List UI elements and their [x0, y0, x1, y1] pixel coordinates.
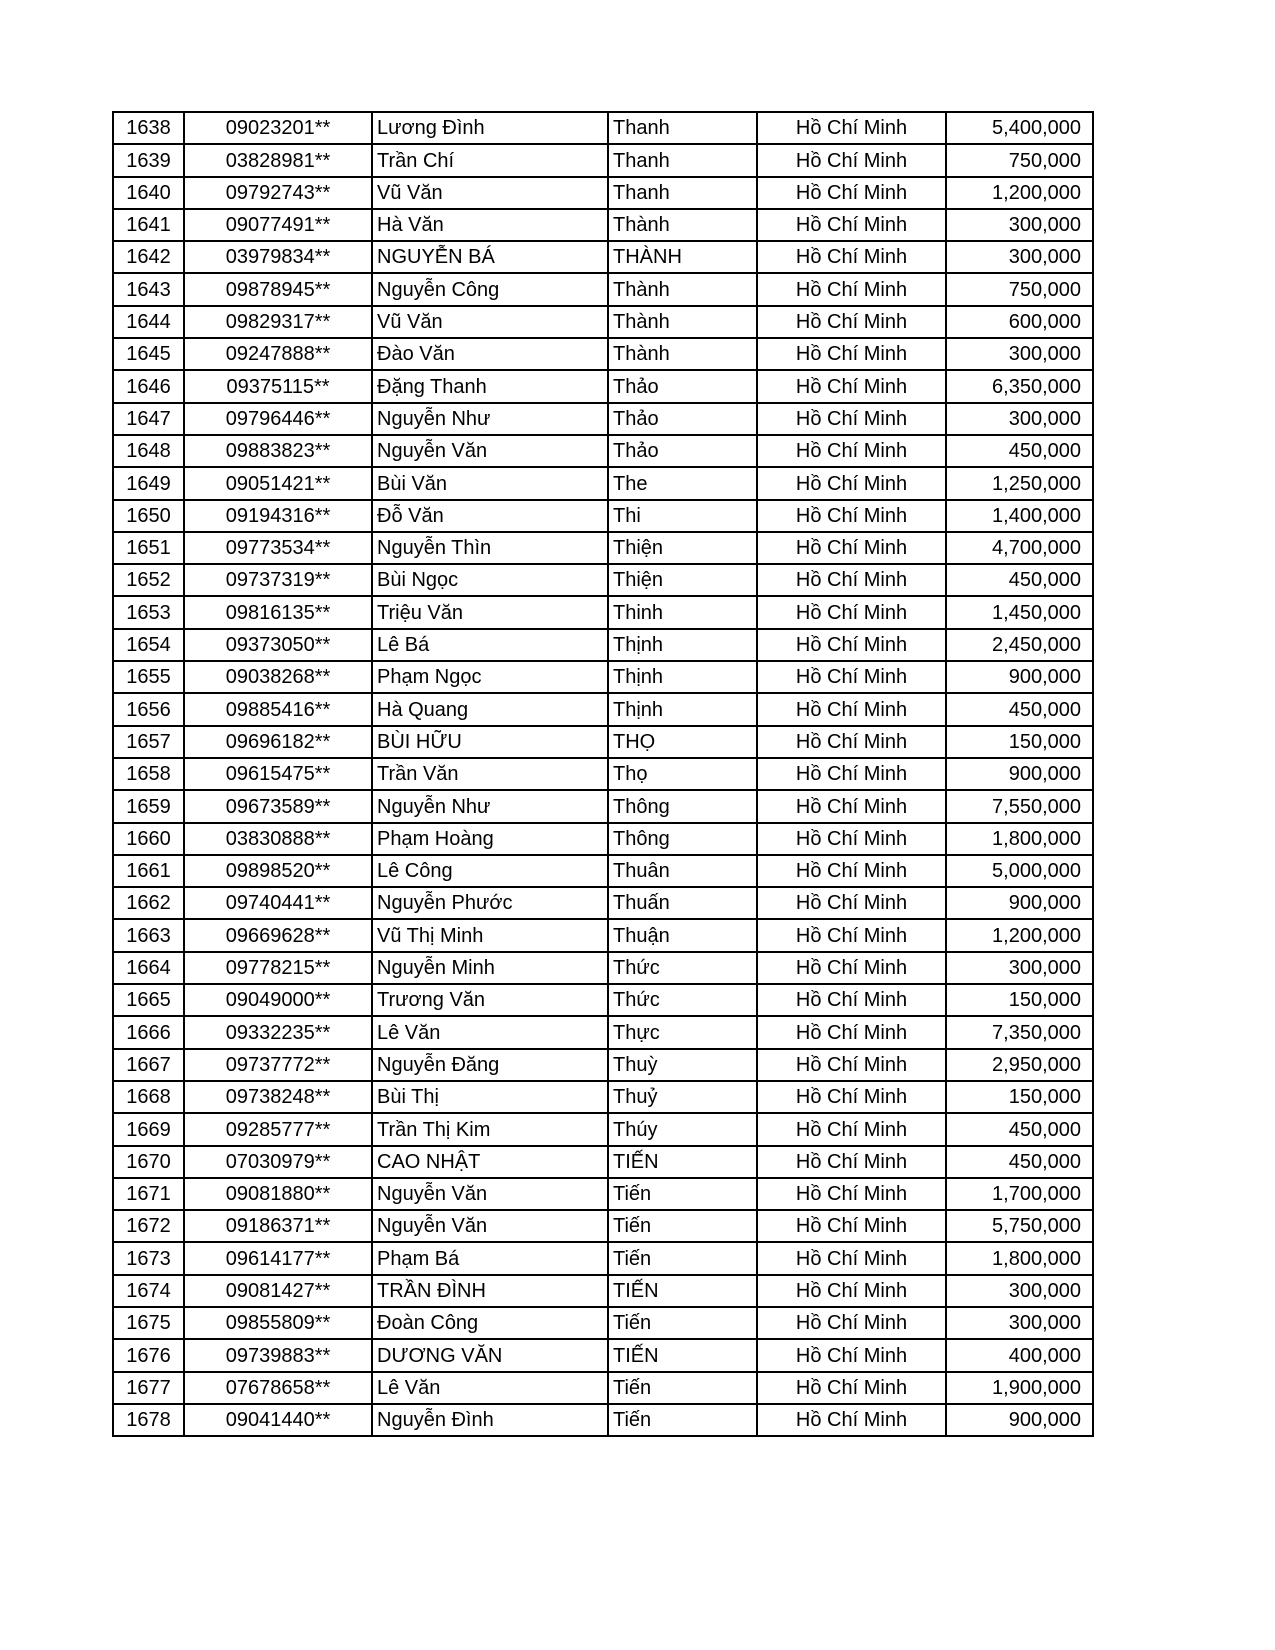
phone-cell: 09049000** [184, 984, 372, 1016]
surname-cell: DƯƠNG VĂN [372, 1339, 608, 1371]
amount-cell: 300,000 [946, 952, 1093, 984]
given-name-cell: Thảo [608, 370, 757, 402]
phone-cell: 09855809** [184, 1307, 372, 1339]
city-cell: Hồ Chí Minh [757, 1016, 946, 1048]
surname-cell: Nguyễn Công [372, 273, 608, 305]
phone-cell: 09737319** [184, 564, 372, 596]
amount-cell: 450,000 [946, 1113, 1093, 1145]
phone-cell: 09373050** [184, 629, 372, 661]
city-cell: Hồ Chí Minh [757, 144, 946, 176]
table-row [113, 144, 1093, 176]
table-row [113, 726, 1093, 758]
given-name-cell: Thịnh [608, 629, 757, 661]
amount-cell: 300,000 [946, 1307, 1093, 1339]
surname-cell: Đào Văn [372, 338, 608, 370]
given-name-cell: Thuỳ [608, 1049, 757, 1081]
amount-cell: 1,450,000 [946, 596, 1093, 628]
amount-cell: 1,200,000 [946, 177, 1093, 209]
phone-cell: 09898520** [184, 855, 372, 887]
surname-cell: Bùi Văn [372, 467, 608, 499]
table-row [113, 306, 1093, 338]
given-name-cell: Thành [608, 209, 757, 241]
phone-cell: 09885416** [184, 693, 372, 725]
city-cell: Hồ Chí Minh [757, 241, 946, 273]
surname-cell: Nguyễn Văn [372, 1210, 608, 1242]
row-number-cell: 1670 [113, 1146, 184, 1178]
city-cell: Hồ Chí Minh [757, 790, 946, 822]
row-number-cell: 1649 [113, 467, 184, 499]
amount-cell: 900,000 [946, 887, 1093, 919]
surname-cell: Nguyễn Văn [372, 1178, 608, 1210]
surname-cell: CAO NHẬT [372, 1146, 608, 1178]
phone-cell: 09615475** [184, 758, 372, 790]
given-name-cell: Thành [608, 338, 757, 370]
surname-cell: Bùi Ngọc [372, 564, 608, 596]
phone-cell: 09816135** [184, 596, 372, 628]
city-cell: Hồ Chí Minh [757, 1178, 946, 1210]
surname-cell: Phạm Hoàng [372, 823, 608, 855]
city-cell: Hồ Chí Minh [757, 726, 946, 758]
row-number-cell: 1643 [113, 273, 184, 305]
city-cell: Hồ Chí Minh [757, 1339, 946, 1371]
row-number-cell: 1666 [113, 1016, 184, 1048]
amount-cell: 900,000 [946, 661, 1093, 693]
amount-cell: 1,800,000 [946, 1242, 1093, 1274]
amount-cell: 450,000 [946, 564, 1093, 596]
amount-cell: 1,900,000 [946, 1372, 1093, 1404]
phone-cell: 09778215** [184, 952, 372, 984]
city-cell: Hồ Chí Minh [757, 1210, 946, 1242]
table-row [113, 919, 1093, 951]
given-name-cell: Thành [608, 306, 757, 338]
city-cell: Hồ Chí Minh [757, 532, 946, 564]
surname-cell: Đoàn Công [372, 1307, 608, 1339]
surname-cell: Nguyễn Đình [372, 1404, 608, 1436]
surname-cell: Trần Chí [372, 144, 608, 176]
amount-cell: 7,550,000 [946, 790, 1093, 822]
city-cell: Hồ Chí Minh [757, 467, 946, 499]
amount-cell: 1,250,000 [946, 467, 1093, 499]
city-cell: Hồ Chí Minh [757, 1242, 946, 1274]
amount-cell: 750,000 [946, 144, 1093, 176]
row-number-cell: 1646 [113, 370, 184, 402]
row-number-cell: 1660 [113, 823, 184, 855]
city-cell: Hồ Chí Minh [757, 1081, 946, 1113]
city-cell: Hồ Chí Minh [757, 177, 946, 209]
table-row [113, 1307, 1093, 1339]
table-row [113, 273, 1093, 305]
phone-cell: 07030979** [184, 1146, 372, 1178]
row-number-cell: 1662 [113, 887, 184, 919]
phone-cell: 09077491** [184, 209, 372, 241]
row-number-cell: 1673 [113, 1242, 184, 1274]
table-row [113, 1081, 1093, 1113]
given-name-cell: Tiến [608, 1307, 757, 1339]
city-cell: Hồ Chí Minh [757, 1307, 946, 1339]
given-name-cell: TIẾN [608, 1146, 757, 1178]
given-name-cell: Thuấn [608, 887, 757, 919]
amount-cell: 150,000 [946, 726, 1093, 758]
given-name-cell: Thông [608, 823, 757, 855]
city-cell: Hồ Chí Minh [757, 693, 946, 725]
city-cell: Hồ Chí Minh [757, 952, 946, 984]
row-number-cell: 1657 [113, 726, 184, 758]
surname-cell: Vũ Thị Minh [372, 919, 608, 951]
city-cell: Hồ Chí Minh [757, 209, 946, 241]
amount-cell: 1,800,000 [946, 823, 1093, 855]
amount-cell: 7,350,000 [946, 1016, 1093, 1048]
surname-cell: Nguyễn Thìn [372, 532, 608, 564]
amount-cell: 5,400,000 [946, 112, 1093, 144]
table-row [113, 984, 1093, 1016]
amount-cell: 150,000 [946, 984, 1093, 1016]
table-row [113, 532, 1093, 564]
row-number-cell: 1664 [113, 952, 184, 984]
amount-cell: 1,400,000 [946, 500, 1093, 532]
surname-cell: Phạm Ngọc [372, 661, 608, 693]
table-row [113, 596, 1093, 628]
given-name-cell: Thảo [608, 435, 757, 467]
given-name-cell: Thuân [608, 855, 757, 887]
surname-cell: NGUYỄN BÁ [372, 241, 608, 273]
given-name-cell: Thành [608, 273, 757, 305]
city-cell: Hồ Chí Minh [757, 306, 946, 338]
given-name-cell: Thi [608, 500, 757, 532]
row-number-cell: 1654 [113, 629, 184, 661]
table-row [113, 952, 1093, 984]
amount-cell: 5,000,000 [946, 855, 1093, 887]
city-cell: Hồ Chí Minh [757, 1372, 946, 1404]
city-cell: Hồ Chí Minh [757, 855, 946, 887]
given-name-cell: Tiến [608, 1404, 757, 1436]
surname-cell: Lê Văn [372, 1372, 608, 1404]
surname-cell: Nguyễn Phước [372, 887, 608, 919]
table-row [113, 1049, 1093, 1081]
phone-cell: 09738248** [184, 1081, 372, 1113]
given-name-cell: Thịnh [608, 661, 757, 693]
phone-cell: 09247888** [184, 338, 372, 370]
phone-cell: 09669628** [184, 919, 372, 951]
phone-cell: 09023201** [184, 112, 372, 144]
city-cell: Hồ Chí Minh [757, 1404, 946, 1436]
city-cell: Hồ Chí Minh [757, 403, 946, 435]
given-name-cell: Thanh [608, 144, 757, 176]
table-row [113, 1146, 1093, 1178]
amount-cell: 150,000 [946, 1081, 1093, 1113]
phone-cell: 09081427** [184, 1275, 372, 1307]
surname-cell: TRẦN ĐÌNH [372, 1275, 608, 1307]
city-cell: Hồ Chí Minh [757, 919, 946, 951]
city-cell: Hồ Chí Minh [757, 758, 946, 790]
phone-cell: 09186371** [184, 1210, 372, 1242]
amount-cell: 300,000 [946, 209, 1093, 241]
surname-cell: Lê Văn [372, 1016, 608, 1048]
given-name-cell: Thịnh [608, 693, 757, 725]
amount-cell: 900,000 [946, 758, 1093, 790]
surname-cell: Lương Đình [372, 112, 608, 144]
given-name-cell: THỌ [608, 726, 757, 758]
phone-cell: 07678658** [184, 1372, 372, 1404]
row-number-cell: 1677 [113, 1372, 184, 1404]
row-number-cell: 1640 [113, 177, 184, 209]
amount-cell: 900,000 [946, 1404, 1093, 1436]
surname-cell: Hà Văn [372, 209, 608, 241]
phone-cell: 09285777** [184, 1113, 372, 1145]
table-row [113, 112, 1093, 144]
phone-cell: 03979834** [184, 241, 372, 273]
given-name-cell: Thọ [608, 758, 757, 790]
surname-cell: Bùi Thị [372, 1081, 608, 1113]
table-row [113, 1339, 1093, 1371]
row-number-cell: 1652 [113, 564, 184, 596]
surname-cell: Lê Bá [372, 629, 608, 661]
city-cell: Hồ Chí Minh [757, 273, 946, 305]
row-number-cell: 1658 [113, 758, 184, 790]
table-row [113, 855, 1093, 887]
given-name-cell: Thinh [608, 596, 757, 628]
data-table [112, 111, 1094, 1437]
city-cell: Hồ Chí Minh [757, 984, 946, 1016]
surname-cell: Nguyễn Minh [372, 952, 608, 984]
given-name-cell: Thực [608, 1016, 757, 1048]
city-cell: Hồ Chí Minh [757, 435, 946, 467]
amount-cell: 1,200,000 [946, 919, 1093, 951]
amount-cell: 400,000 [946, 1339, 1093, 1371]
phone-cell: 09051421** [184, 467, 372, 499]
phone-cell: 09673589** [184, 790, 372, 822]
table-row [113, 1372, 1093, 1404]
phone-cell: 09194316** [184, 500, 372, 532]
row-number-cell: 1647 [113, 403, 184, 435]
phone-cell: 09614177** [184, 1242, 372, 1274]
phone-cell: 09883823** [184, 435, 372, 467]
phone-cell: 09332235** [184, 1016, 372, 1048]
phone-cell: 09041440** [184, 1404, 372, 1436]
given-name-cell: Thanh [608, 112, 757, 144]
amount-cell: 450,000 [946, 435, 1093, 467]
surname-cell: Nguyễn Như [372, 403, 608, 435]
given-name-cell: Tiến [608, 1210, 757, 1242]
amount-cell: 450,000 [946, 693, 1093, 725]
phone-cell: 09740441** [184, 887, 372, 919]
amount-cell: 300,000 [946, 1275, 1093, 1307]
given-name-cell: Tiến [608, 1242, 757, 1274]
city-cell: Hồ Chí Minh [757, 1275, 946, 1307]
city-cell: Hồ Chí Minh [757, 887, 946, 919]
city-cell: Hồ Chí Minh [757, 112, 946, 144]
phone-cell: 03828981** [184, 144, 372, 176]
row-number-cell: 1675 [113, 1307, 184, 1339]
row-number-cell: 1661 [113, 855, 184, 887]
given-name-cell: Thuận [608, 919, 757, 951]
surname-cell: BÙI HỮU [372, 726, 608, 758]
row-number-cell: 1659 [113, 790, 184, 822]
city-cell: Hồ Chí Minh [757, 338, 946, 370]
table-row [113, 564, 1093, 596]
given-name-cell: THÀNH [608, 241, 757, 273]
table-row [113, 1242, 1093, 1274]
row-number-cell: 1638 [113, 112, 184, 144]
row-number-cell: 1663 [113, 919, 184, 951]
surname-cell: Nguyễn Văn [372, 435, 608, 467]
surname-cell: Lê Công [372, 855, 608, 887]
table-row [113, 1178, 1093, 1210]
table-row [113, 241, 1093, 273]
row-number-cell: 1668 [113, 1081, 184, 1113]
surname-cell: Phạm Bá [372, 1242, 608, 1274]
surname-cell: Triệu Văn [372, 596, 608, 628]
row-number-cell: 1669 [113, 1113, 184, 1145]
city-cell: Hồ Chí Minh [757, 370, 946, 402]
amount-cell: 300,000 [946, 403, 1093, 435]
phone-cell: 09773534** [184, 532, 372, 564]
given-name-cell: TIẾN [608, 1275, 757, 1307]
surname-cell: Hà Quang [372, 693, 608, 725]
given-name-cell: Thúy [608, 1113, 757, 1145]
given-name-cell: Thuỷ [608, 1081, 757, 1113]
row-number-cell: 1641 [113, 209, 184, 241]
row-number-cell: 1639 [113, 144, 184, 176]
surname-cell: Trần Thị Kim [372, 1113, 608, 1145]
table-row [113, 500, 1093, 532]
given-name-cell: Thiện [608, 564, 757, 596]
row-number-cell: 1644 [113, 306, 184, 338]
row-number-cell: 1676 [113, 1339, 184, 1371]
phone-cell: 09038268** [184, 661, 372, 693]
city-cell: Hồ Chí Minh [757, 629, 946, 661]
amount-cell: 750,000 [946, 273, 1093, 305]
row-number-cell: 1642 [113, 241, 184, 273]
table-row [113, 403, 1093, 435]
phone-cell: 09792743** [184, 177, 372, 209]
row-number-cell: 1655 [113, 661, 184, 693]
table-row [113, 758, 1093, 790]
amount-cell: 2,950,000 [946, 1049, 1093, 1081]
surname-cell: Nguyễn Đăng [372, 1049, 608, 1081]
table-row [113, 209, 1093, 241]
phone-cell: 09739883** [184, 1339, 372, 1371]
given-name-cell: Thức [608, 984, 757, 1016]
row-number-cell: 1645 [113, 338, 184, 370]
surname-cell: Đỗ Văn [372, 500, 608, 532]
table-row [113, 629, 1093, 661]
table-row [113, 887, 1093, 919]
row-number-cell: 1665 [113, 984, 184, 1016]
given-name-cell: Thông [608, 790, 757, 822]
row-number-cell: 1651 [113, 532, 184, 564]
surname-cell: Trần Văn [372, 758, 608, 790]
amount-cell: 300,000 [946, 338, 1093, 370]
table-row [113, 693, 1093, 725]
row-number-cell: 1648 [113, 435, 184, 467]
table-row [113, 1210, 1093, 1242]
city-cell: Hồ Chí Minh [757, 1049, 946, 1081]
phone-cell: 09081880** [184, 1178, 372, 1210]
amount-cell: 4,700,000 [946, 532, 1093, 564]
table-row [113, 1404, 1093, 1436]
table-row [113, 1113, 1093, 1145]
city-cell: Hồ Chí Minh [757, 1146, 946, 1178]
given-name-cell: Thanh [608, 177, 757, 209]
row-number-cell: 1667 [113, 1049, 184, 1081]
amount-cell: 300,000 [946, 241, 1093, 273]
row-number-cell: 1672 [113, 1210, 184, 1242]
table-row [113, 467, 1093, 499]
table-row [113, 435, 1093, 467]
row-number-cell: 1656 [113, 693, 184, 725]
city-cell: Hồ Chí Minh [757, 596, 946, 628]
city-cell: Hồ Chí Minh [757, 1113, 946, 1145]
surname-cell: Trương Văn [372, 984, 608, 1016]
table-row [113, 823, 1093, 855]
table-row [113, 1275, 1093, 1307]
row-number-cell: 1678 [113, 1404, 184, 1436]
row-number-cell: 1653 [113, 596, 184, 628]
table-row [113, 177, 1093, 209]
surname-cell: Nguyễn Như [372, 790, 608, 822]
phone-cell: 09878945** [184, 273, 372, 305]
amount-cell: 1,700,000 [946, 1178, 1093, 1210]
row-number-cell: 1650 [113, 500, 184, 532]
city-cell: Hồ Chí Minh [757, 500, 946, 532]
amount-cell: 5,750,000 [946, 1210, 1093, 1242]
city-cell: Hồ Chí Minh [757, 661, 946, 693]
table-row [113, 338, 1093, 370]
phone-cell: 09737772** [184, 1049, 372, 1081]
surname-cell: Vũ Văn [372, 177, 608, 209]
row-number-cell: 1674 [113, 1275, 184, 1307]
given-name-cell: Thảo [608, 403, 757, 435]
surname-cell: Vũ Văn [372, 306, 608, 338]
phone-cell: 09375115** [184, 370, 372, 402]
table-row [113, 790, 1093, 822]
given-name-cell: TIẾN [608, 1339, 757, 1371]
phone-cell: 09696182** [184, 726, 372, 758]
given-name-cell: Thiện [608, 532, 757, 564]
table-row [113, 661, 1093, 693]
given-name-cell: Tiến [608, 1178, 757, 1210]
city-cell: Hồ Chí Minh [757, 564, 946, 596]
amount-cell: 2,450,000 [946, 629, 1093, 661]
surname-cell: Đặng Thanh [372, 370, 608, 402]
amount-cell: 6,350,000 [946, 370, 1093, 402]
given-name-cell: The [608, 467, 757, 499]
table-body [113, 112, 1093, 1436]
phone-cell: 09829317** [184, 306, 372, 338]
city-cell: Hồ Chí Minh [757, 823, 946, 855]
table-row [113, 370, 1093, 402]
amount-cell: 600,000 [946, 306, 1093, 338]
row-number-cell: 1671 [113, 1178, 184, 1210]
phone-cell: 03830888** [184, 823, 372, 855]
table-row [113, 1016, 1093, 1048]
given-name-cell: Tiến [608, 1372, 757, 1404]
given-name-cell: Thức [608, 952, 757, 984]
phone-cell: 09796446** [184, 403, 372, 435]
amount-cell: 450,000 [946, 1146, 1093, 1178]
